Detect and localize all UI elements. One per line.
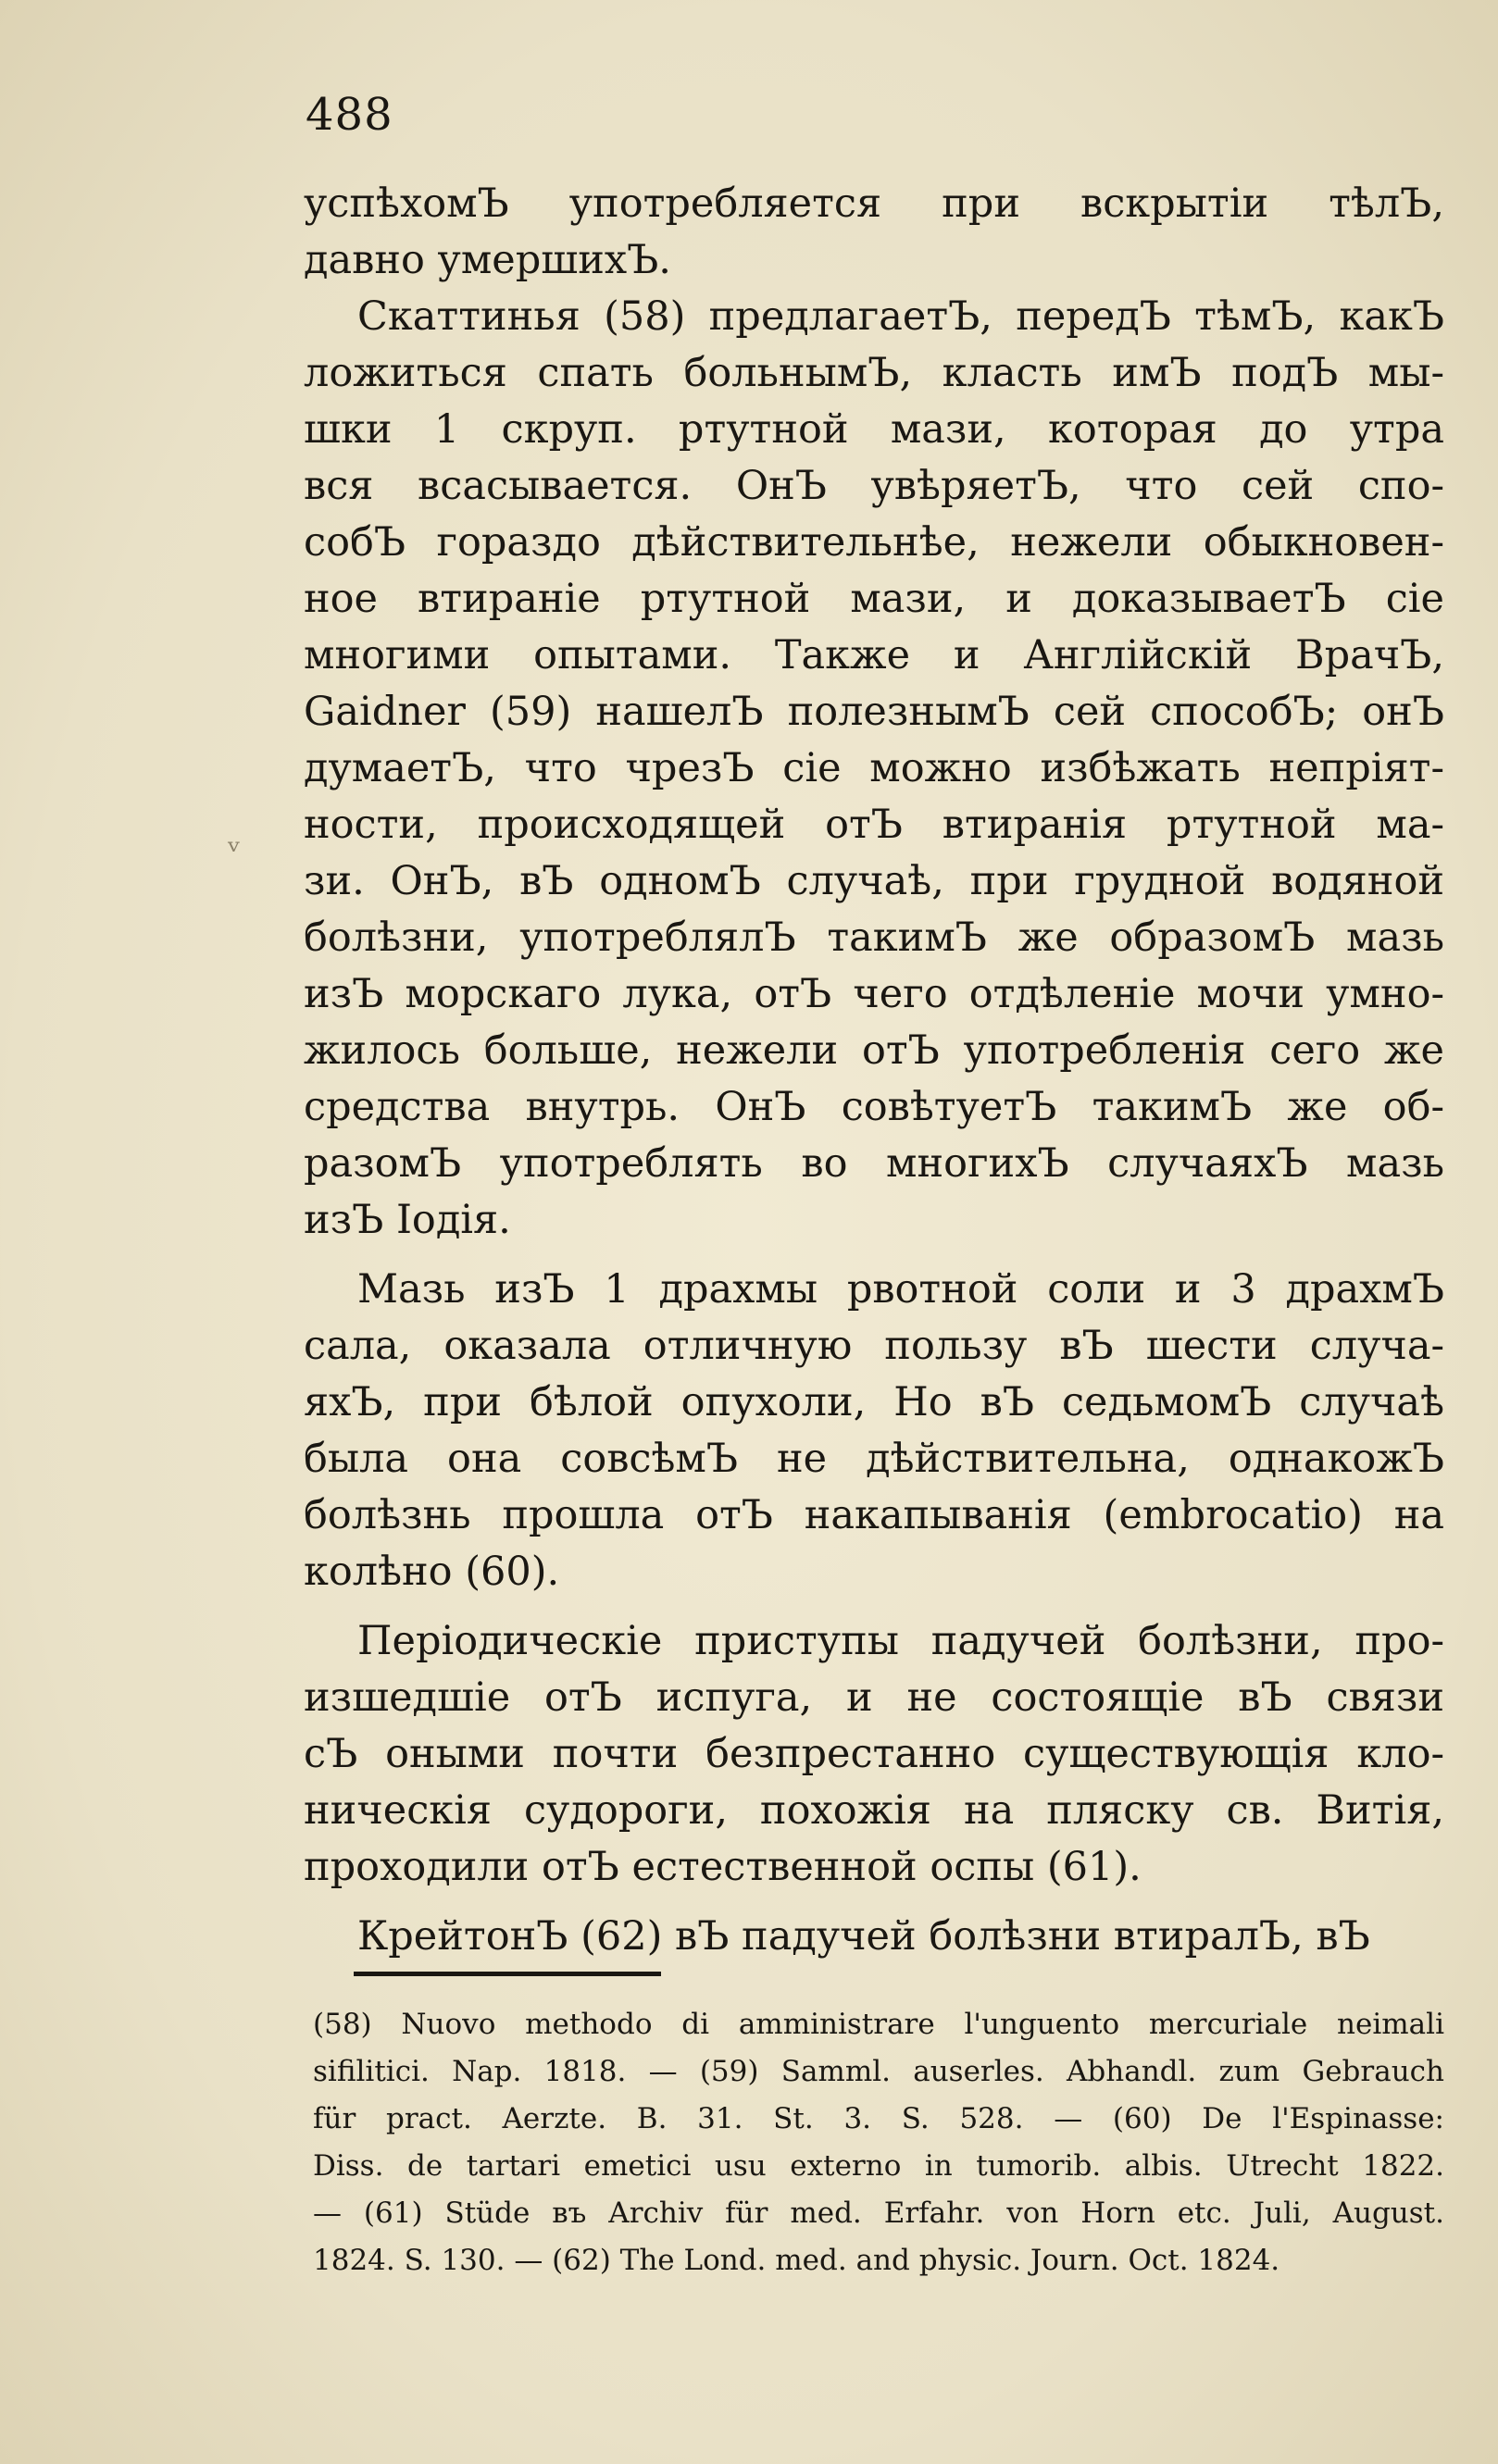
text-line: давно умершихЪ. xyxy=(304,237,671,283)
text-line: изЪ морскаго лука, отЪ чего отдѣленіе мочи умно- xyxy=(304,971,1444,1017)
text-line: болѣзнь прошла отЪ накапыванія (embrocatio) на xyxy=(304,1492,1444,1538)
body-text xyxy=(304,176,1444,1965)
text-line: была она совсѣмЪ не дѣйствительна, однакожЪ xyxy=(304,1436,1444,1482)
text-line: шки 1 скруп. ртутной мази, которая до утра xyxy=(304,406,1444,453)
text-line: ническія судороги, похожія на пляску св. Витія, xyxy=(304,1787,1444,1834)
text-line: ное втираніе ртутной мази, и доказываетЪ сіе xyxy=(304,576,1444,622)
text-line: зи. ОнЪ, вЪ одномЪ случаѣ, при грудной водяной xyxy=(304,858,1444,904)
text-line: изЪ Іодія. xyxy=(304,1197,511,1243)
text-line: средства внутрь. ОнЪ совѣтуетЪ такимЪ же об- xyxy=(304,1084,1444,1130)
text-line: сЪ оными почти безпрестанно существующія кло- xyxy=(304,1731,1444,1777)
footnote-line: für pract. Aerzte. B. 31. St. 3. S. 528. — (60) De l'Espinasse: xyxy=(313,2102,1444,2135)
text-line: проходили отЪ естественной оспы (61). xyxy=(304,1844,1142,1890)
text-line: думаетЪ, что чрезЪ сіе можно избѣжать непріят- xyxy=(304,745,1444,791)
footnote-line: (58) Nuovo methodo di amministrare l'unguento mercuriale neimali xyxy=(313,2008,1444,2041)
footnote-line: — (61) Stüde въ Archiv für med. Erfahr. von Horn etc. Juli, August. xyxy=(313,2196,1444,2230)
text-line: Gaidner (59) нашелЪ полезнымЪ сей способЪ; онЪ xyxy=(304,689,1444,735)
text-line: ности, происходящей отЪ втиранія ртутной ма- xyxy=(304,802,1444,848)
text-line: Періодическіе приступы падучей болѣзни, про- xyxy=(357,1618,1444,1664)
paragraph-gap xyxy=(304,1896,1444,1909)
text-line: вся всасывается. ОнЪ увѣряетЪ, что сей спо- xyxy=(304,463,1444,509)
text-line: успѣхомЪ употребляется при вскрытіи тѣлЪ, xyxy=(304,180,1444,227)
paragraph-gap xyxy=(304,1600,1444,1613)
margin-mark: ᵥ xyxy=(228,822,241,860)
footnote-divider xyxy=(354,1972,661,1976)
paragraph-gap xyxy=(304,1249,1444,1262)
text-line: собЪ гораздо дѣйствительнѣе, нежели обыкновен- xyxy=(304,519,1444,566)
text-line: ложиться спать больнымЪ, класть имЪ подЪ мы- xyxy=(304,350,1444,396)
text-line: яхЪ, при бѣлой опухоли, Но вЪ седьмомЪ случаѣ xyxy=(304,1379,1444,1425)
text-line: жилось больше, нежели отЪ употребленія сего же xyxy=(304,1027,1444,1074)
text-line: многими опытами. Также и Англійскій ВрачЪ, xyxy=(304,632,1444,678)
text-line: разомЪ употреблять во многихЪ случаяхЪ мазь xyxy=(304,1140,1444,1187)
text-line: колѣно (60). xyxy=(304,1549,560,1595)
footnote-line: 1824. S. 130. — (62) The Lond. med. and physic. Journ. Oct. 1824. xyxy=(313,2244,1280,2277)
footnote-line: sifilitici. Nap. 1818. — (59) Samml. auserles. Abhandl. zum Gebrauch xyxy=(313,2055,1444,2088)
footnotes xyxy=(313,2001,1444,2284)
text-line: изшедшіе отЪ испуга, и не состоящіе вЪ связи xyxy=(304,1674,1444,1721)
text-line: КрейтонЪ (62) вЪ падучей болѣзни втиралЪ, вЪ xyxy=(357,1913,1370,1960)
text-line: Скаттинья (58) предлагаетЪ, передЪ тѣмЪ, какЪ xyxy=(357,293,1444,340)
page-number: 488 xyxy=(306,89,393,141)
footnote-line: Diss. de tartari emetici usu externo in tumorib. albis. Utrecht 1822. xyxy=(313,2149,1444,2183)
text-line: Мазь изЪ 1 драхмы рвотной соли и 3 драхмЪ xyxy=(357,1266,1444,1313)
text-line: болѣзни, употреблялЪ такимЪ же образомЪ мазь xyxy=(304,915,1444,961)
text-line: сала, оказала отличную пользу вЪ шести случа- xyxy=(304,1323,1444,1369)
